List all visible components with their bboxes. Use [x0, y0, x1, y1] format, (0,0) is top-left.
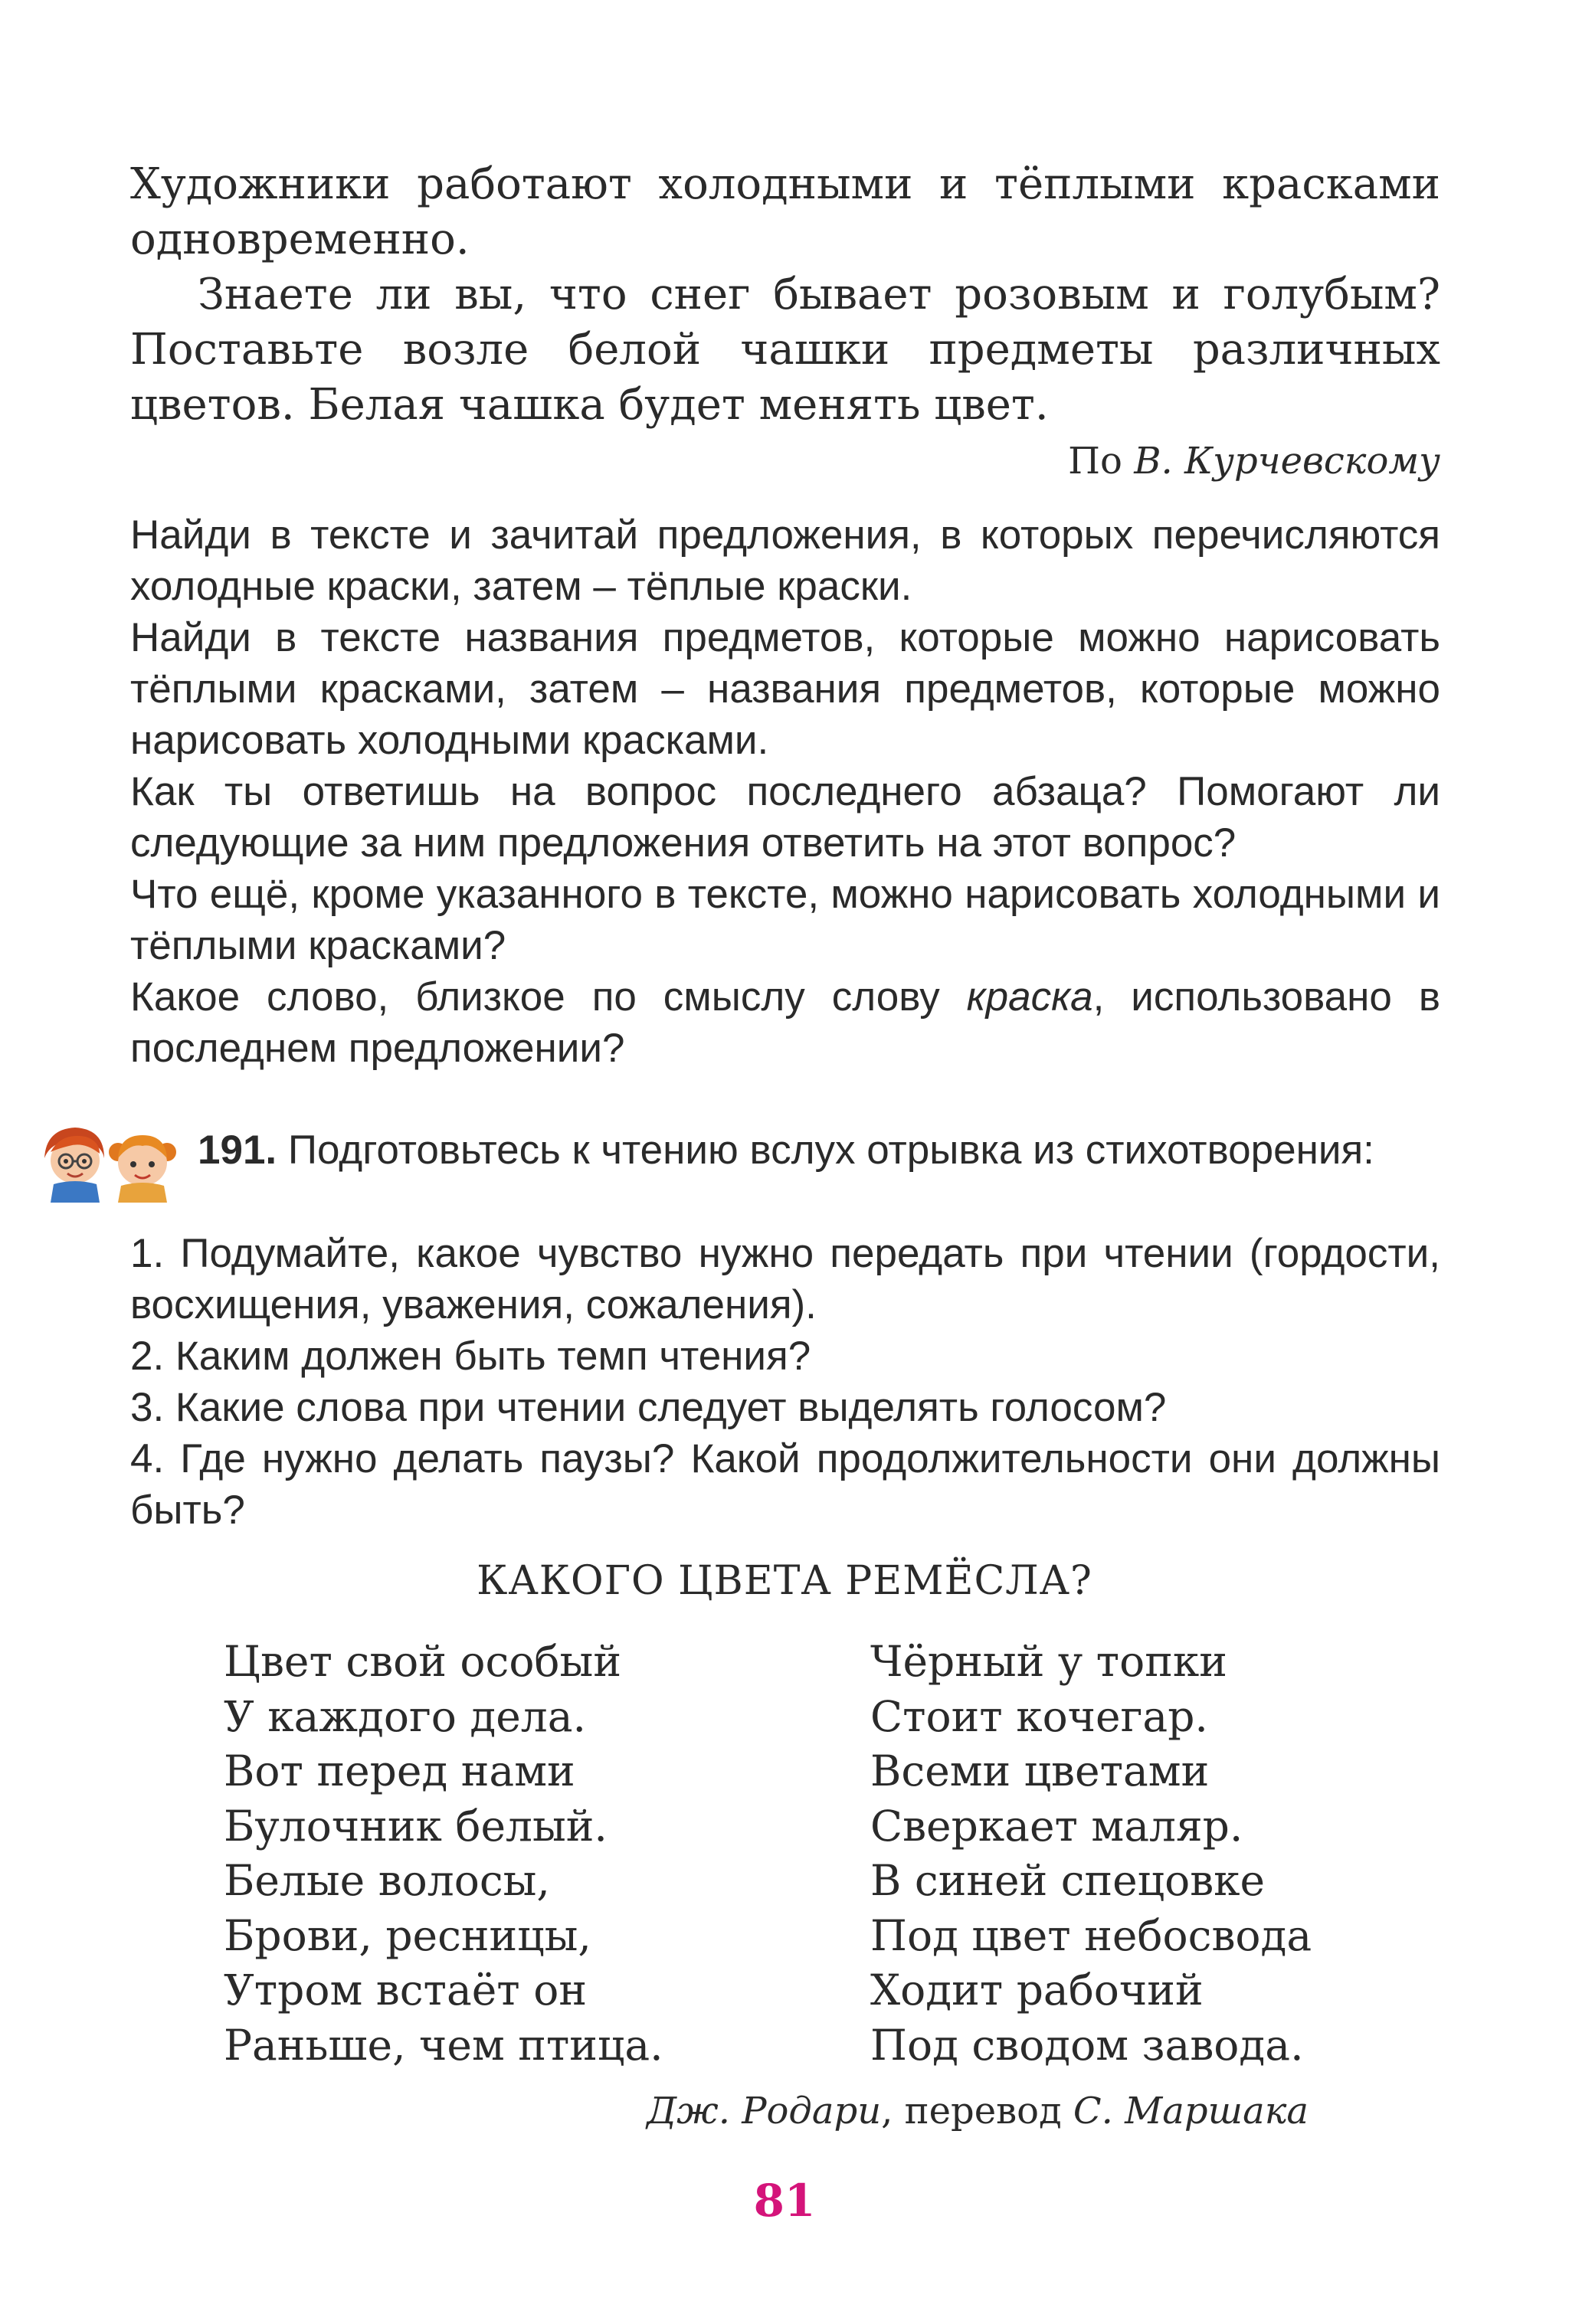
- poem-line: Раньше, чем птица.: [224, 2020, 663, 2070]
- poem-attribution: [647, 2088, 1309, 2134]
- text-attribution: [1068, 438, 1440, 484]
- poem-line: Под цвет небосвода: [870, 1910, 1312, 1960]
- translation-label: , перевод: [881, 2090, 1073, 2133]
- poem-author: Дж. Родари: [647, 2090, 882, 2133]
- poem-line: Всеми цветами: [870, 1746, 1210, 1795]
- question-4: Что ещё, кроме указанного в тексте, можно нарисовать холодными и тёплыми красками?: [130, 872, 1440, 968]
- text-paragraph-1: Художники работают холодными и тёплыми красками одновременно.: [130, 159, 1440, 264]
- exercise-item-2: 2. Каким должен быть темп чтения?: [130, 1334, 811, 1379]
- attribution-prefix: По: [1068, 440, 1122, 483]
- poem-line: Белые волосы,: [224, 1856, 550, 1905]
- exercise-number: 191.: [198, 1128, 277, 1173]
- poem-line: Брови, ресницы,: [224, 1910, 591, 1960]
- poem-line: Булочник белый.: [224, 1801, 608, 1851]
- question-5: [130, 971, 1440, 1074]
- question-5-start: Какое слово, близкое по смыслу слову: [130, 974, 967, 1020]
- poem-right-column: [870, 1635, 1312, 2073]
- exercise-item-1: 1. Подумайте, какое чувство нужно передать при чтении (гордости, восхищения, уважения, сожаления).: [130, 1231, 1440, 1327]
- question-1: Найди в тексте и зачитай предложения, в которых перечисляются холодные краски, затем – тёплые краски.: [130, 512, 1440, 609]
- poem-line: Цвет свой особый: [224, 1637, 621, 1686]
- poem-title: КАКОГО ЦВЕТА РЕМЁСЛА?: [477, 1558, 1092, 1604]
- exercise-item-3: 3. Какие слова при чтении следует выделять голосом?: [130, 1385, 1167, 1430]
- poem-line: Ходит рабочий: [870, 1966, 1204, 2015]
- page-number: 81: [753, 2175, 816, 2227]
- attribution-author: В. Курчевскому: [1134, 440, 1440, 483]
- exercise-title: [198, 1124, 1440, 1176]
- poem-line: У каждого дела.: [224, 1691, 587, 1741]
- two-children-icon: [38, 1118, 176, 1203]
- question-5-keyword: краска: [966, 974, 1093, 1020]
- poem-left-column: [224, 1635, 663, 2073]
- poem-line: Утром встаёт он: [224, 1966, 587, 2015]
- poem-line: Чёрный у топки: [870, 1637, 1227, 1686]
- question-5-end: , использовано в последнем предложении?: [130, 974, 1441, 1071]
- question-3: Как ты ответишь на вопрос последнего абзаца? Помогают ли следующие за ним предложения ответить на этот вопрос?: [130, 769, 1440, 866]
- text-paragraph-2: Знаете ли вы, что снег бывает розовым и голубым? Поставьте возле белой чашки предметы различных цветов. Белая чашка будет менять цвет.: [130, 270, 1440, 430]
- poem-line: Стоит кочегар.: [870, 1691, 1208, 1741]
- poem-line: Сверкает маляр.: [870, 1801, 1243, 1851]
- exercise-item-4: 4. Где нужно делать паузы? Какой продолжительности они должны быть?: [130, 1436, 1440, 1533]
- poem-line: Под сводом завода.: [870, 2020, 1304, 2070]
- poem-line: В синей спецовке: [870, 1856, 1266, 1905]
- poem-line: Вот перед нами: [224, 1746, 575, 1795]
- exercise-instruction: Подготовьтесь к чтению вслух отрывка из стихотворения:: [287, 1128, 1374, 1173]
- question-2: Найди в тексте названия предметов, которые можно нарисовать тёплыми красками, затем – названия предметов, которые можно нарисовать холодными красками.: [130, 615, 1440, 763]
- poem-translator: С. Маршака: [1073, 2090, 1309, 2133]
